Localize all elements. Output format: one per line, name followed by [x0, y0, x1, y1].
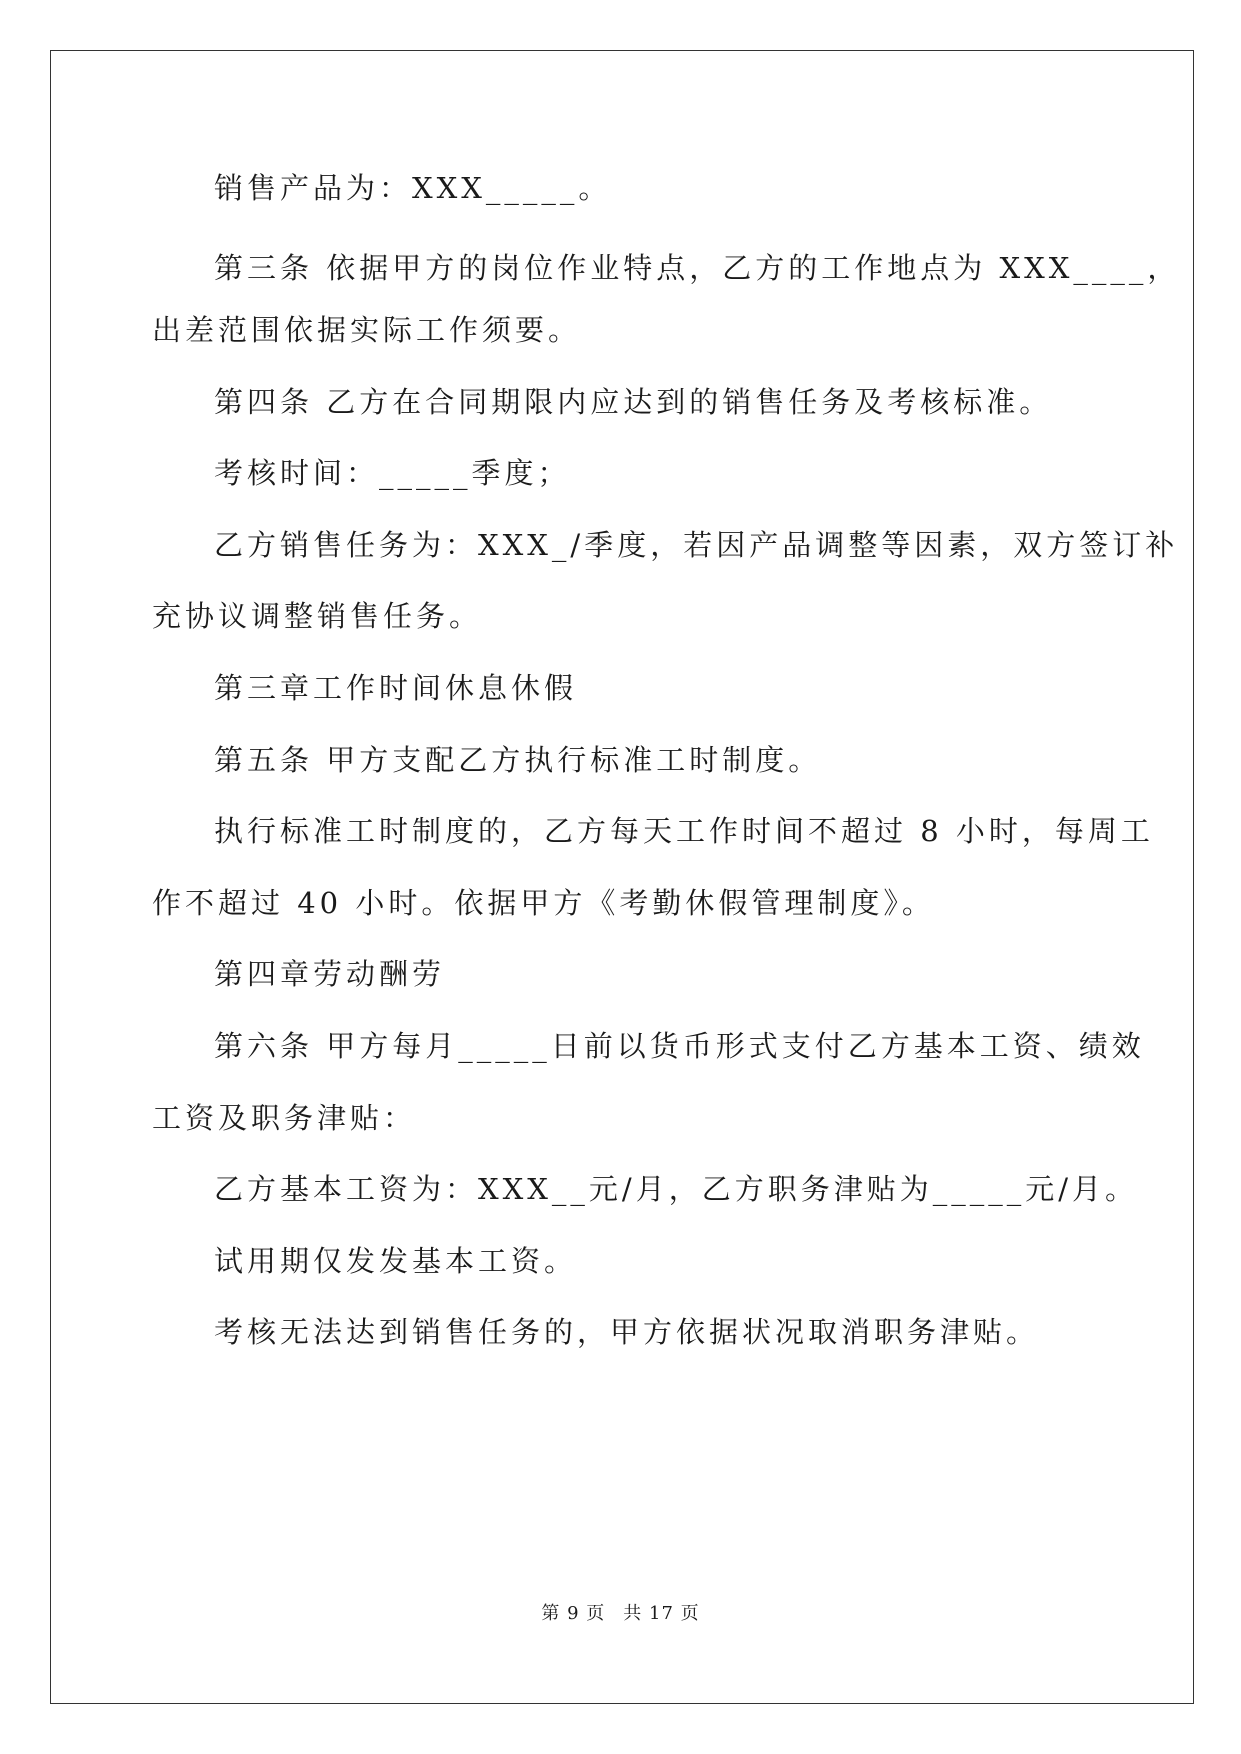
page-number-current: 第 9 页 [541, 1603, 606, 1624]
paragraph-line: 第四条 乙方在合同期限内应达到的销售任务及考核标准。 [214, 385, 1053, 419]
paragraph-line: 工资及职务津贴： [152, 1101, 417, 1135]
page-number-total: 共 17 页 [623, 1603, 700, 1624]
paragraph-line: 销售产品为：XXX_____。 [214, 171, 612, 205]
paragraph-line: 第六条 甲方每月_____日前以货币形式支付乙方基本工资、绩效 [214, 1029, 1145, 1063]
page-border [50, 50, 1194, 1704]
paragraph-line: 执行标准工时制度的，乙方每天工作时间不超过 8 小时，每周工 [214, 814, 1154, 848]
paragraph-line: 充协议调整销售任务。 [152, 599, 483, 633]
paragraph-line: 作不超过 40 小时。依据甲方《考勤休假管理制度》。 [152, 886, 935, 920]
paragraph-line: 出差范围依据实际工作须要。 [152, 313, 582, 347]
page-footer [0, 1599, 1241, 1625]
paragraph-line: 考核无法达到销售任务的，甲方依据状况取消职务津贴。 [214, 1315, 1040, 1349]
paragraph-line: 考核时间：_____季度； [214, 456, 571, 490]
paragraph-line: 乙方销售任务为：XXX_/季度，若因产品调整等因素，双方签订补 [214, 528, 1179, 562]
paragraph-line: 第三条 依据甲方的岗位作业特点，乙方的工作地点为 XXX____， [214, 251, 1181, 285]
paragraph-line: 试用期仅发发基本工资。 [214, 1244, 578, 1278]
chapter-heading: 第三章工作时间休息休假 [214, 671, 578, 705]
paragraph-line: 第五条 甲方支配乙方执行标准工时制度。 [214, 743, 822, 777]
chapter-heading: 第四章劳动酬劳 [214, 957, 446, 991]
paragraph-line: 乙方基本工资为：XXX__元/月，乙方职务津贴为_____元/月。 [214, 1172, 1138, 1206]
